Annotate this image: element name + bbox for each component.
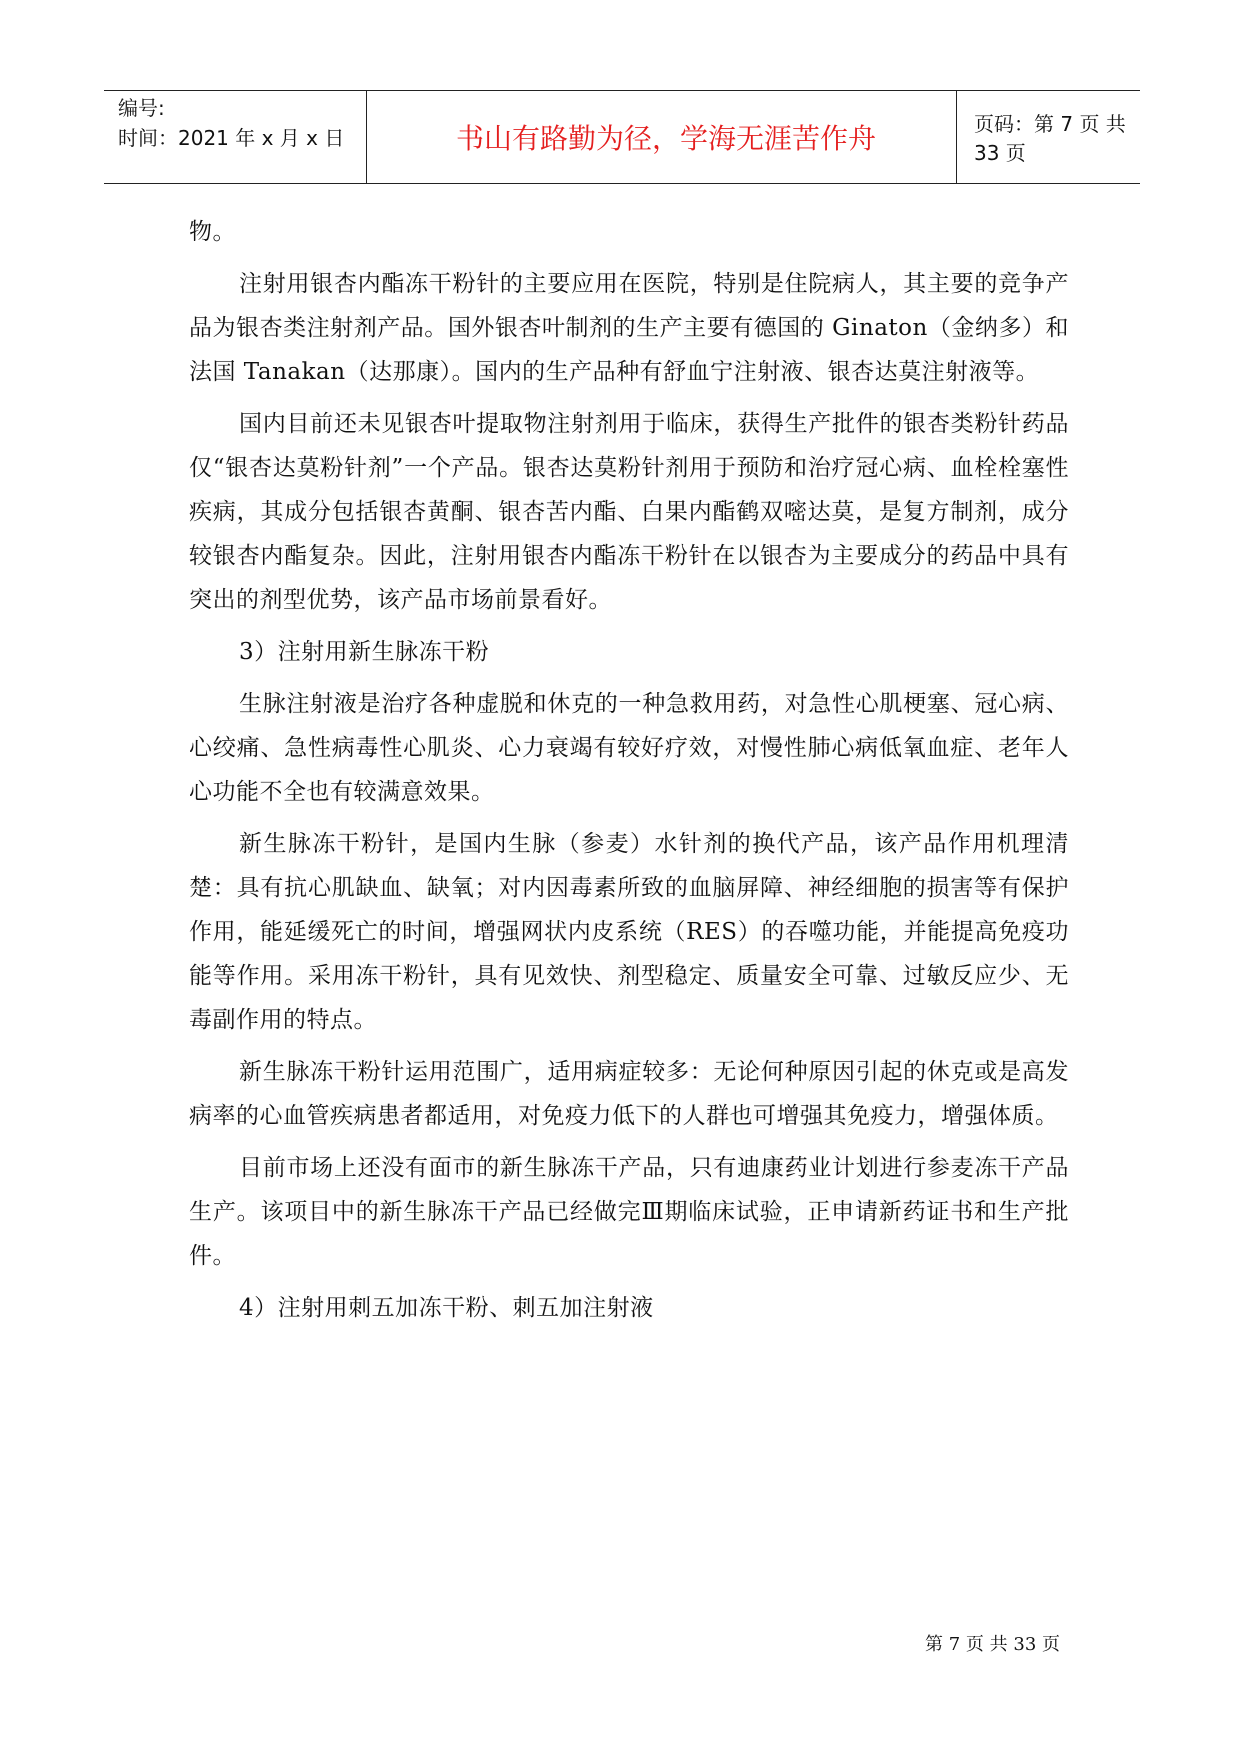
header-info [118,93,358,153]
header-motto: 书山有路勤为径，学海无涯苦作舟 [455,122,876,155]
paragraph: 注射用银杏内酯冻干粉针的主要应用在医院，特别是住院病人，其主要的竞争产品为银杏类注射剂产品。国外银杏叶制剂的生产主要有德国的 Ginaton（金纳多）和法国 Tanakan（达那康）。国内的生产品种有舒血宁注射液、银杏达莫注射液等。 [189,271,1069,385]
paragraph: 物。 [189,219,236,245]
header-divider [956,91,957,183]
paragraph: 新生脉冻干粉针，是国内生脉（参麦）水针剂的换代产品，该产品作用机理清楚：具有抗心肌缺血、缺氧；对内因毒素所致的血脑屏障、神经细胞的损害等有保护作用，能延缓死亡的时间，增强网状内皮系统（RES）的吞噬功能，并能提高免疫功能等作用。采用冻干粉针，具有见效快、剂型稳定、质量安全可靠、过敏反应少、无毒副作用的特点。 [189,831,1069,1033]
header-divider [366,91,367,183]
document-body [189,210,1069,1338]
header-page-label: 页码：第 7 页 共 33 页 [974,112,1126,165]
section-heading: 3）注射用新生脉冻干粉 [239,639,490,665]
paragraph: 生脉注射液是治疗各种虚脱和休克的一种急救用药，对急性心肌梗塞、冠心病、心绞痛、急性病毒性心肌炎、心力衰竭有较好疗效，对慢性肺心病低氧血症、老年人心功能不全也有较满意效果。 [189,691,1069,805]
paragraph: 新生脉冻干粉针运用范围广，适用病症较多：无论何种原因引起的休克或是高发病率的心血管疾病患者都适用，对免疫力低下的人群也可增强其免疫力，增强体质。 [189,1059,1069,1129]
paragraph: 目前市场上还没有面市的新生脉冻干产品，只有迪康药业计划进行参麦冻干产品生产。该项目中的新生脉冻干产品已经做完Ⅲ期临床试验，正申请新药证书和生产批件。 [189,1155,1069,1269]
page-header [104,90,1140,184]
paragraph: 国内目前还未见银杏叶提取物注射剂用于临床，获得生产批件的银杏类粉针药品仅“银杏达莫粉针剂”一个产品。银杏达莫粉针剂用于预防和治疗冠心病、血栓栓塞性疾病，其成分包括银杏黄酮、银杏苦内酯、白果内酯鹤双嘧达莫，是复方制剂，成分较银杏内酯复杂。因此，注射用银杏内酯冻干粉针在以银杏为主要成分的药品中具有突出的剂型优势，该产品市场前景看好。 [189,411,1069,613]
page-footer: 第 7 页 共 33 页 [925,1634,1060,1655]
number-label: 编号: [118,96,165,120]
section-heading: 4）注射用刺五加冻干粉、刺五加注射液 [239,1295,654,1321]
time-label: 时间：2021 年 x 月 x 日 [118,126,345,150]
